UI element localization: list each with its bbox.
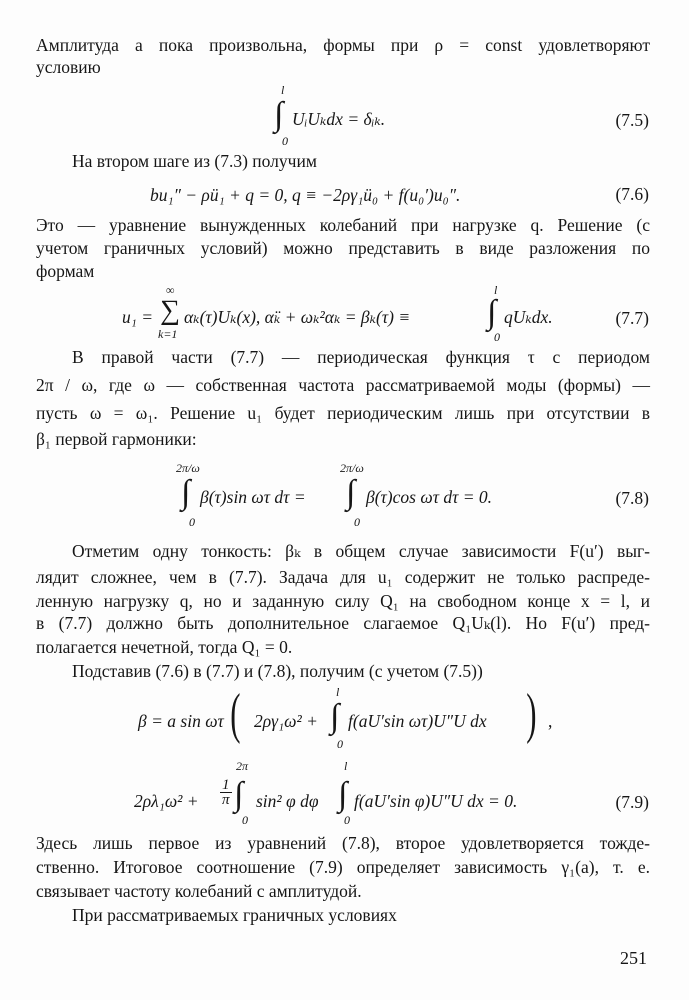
equation-rhs: qUₖdx. xyxy=(504,307,553,327)
fraction-numerator: 1 xyxy=(220,778,232,793)
integral-lower-limit: 0 xyxy=(242,813,248,827)
equation-lhs: u₁ = xyxy=(122,307,154,327)
integral-sign: ∫ xyxy=(487,294,497,331)
text-line: Подставив (7.6) в (7.7) и (7.8), получим (с учетом (7.5)) xyxy=(72,661,483,681)
equation-lhs: β = a sin ωτ xyxy=(138,711,224,731)
text-line: ленную нагрузку q, но и заданную силу Q₁ на свободном конце x = l, и xyxy=(36,591,650,611)
integral-sign: ∫ xyxy=(346,474,356,511)
text-line: связывает частоту колебаний с амплитудой. xyxy=(36,881,362,901)
sum-upper-limit: ∞ xyxy=(166,283,175,297)
page-number: 251 xyxy=(620,948,647,968)
equation-middle: sin² φ dφ xyxy=(256,791,319,811)
integral-upper-limit: 2π xyxy=(236,759,249,773)
text-line: В правой части (7.7) — периодическая функция τ с периодом xyxy=(72,347,650,367)
equation-part-2: β(τ)cos ωτ dτ = 0. xyxy=(366,487,493,507)
integral-upper-limit: l xyxy=(494,283,498,297)
comma: , xyxy=(548,711,553,731)
text-line: При рассматриваемых граничных условиях xyxy=(72,905,397,925)
integral-lower-limit: 0 xyxy=(337,737,343,751)
text-line: Амплитуда a пока произвольна, формы при ρ = const удовлетворяют xyxy=(36,35,650,55)
fraction xyxy=(220,778,232,807)
text-line: пусть ω = ω₁. Решение u₁ будет периодическим лишь при отсутствии в xyxy=(36,403,650,423)
equation-body: UᵢUₖdx = δᵢₖ. xyxy=(292,109,386,129)
equation-number: (7.6) xyxy=(615,184,649,204)
integral-sign: ∫ xyxy=(274,96,284,133)
equation-term-1: 2ργ₁ω² + xyxy=(254,711,318,731)
left-paren: ( xyxy=(230,683,241,745)
equation-term-2: f(aU′sin ωτ)U″U dx xyxy=(348,711,487,731)
integral-upper-limit: 2π/ω xyxy=(340,461,364,475)
text-line: Отметим одну тонкость: βₖ в общем случае зависимости F(u′) выг- xyxy=(72,541,650,561)
integral-lower-limit: 0 xyxy=(189,515,195,529)
text-line: Это — уравнение вынужденных колебаний при нагрузке q. Решение (с xyxy=(36,215,650,235)
equation-part-1: β(τ)sin ωτ dτ = xyxy=(200,487,306,507)
text-line: Здесь лишь первое из уравнений (7.8), второе удовлетворяется тожде- xyxy=(36,833,650,853)
integral-lower-limit: 0 xyxy=(282,134,288,148)
equation-rhs: f(aU′sin φ)U″U dx = 0. xyxy=(354,791,518,811)
text-line: лядит сложнее, чем в (7.7). Задача для u₁ содержит не только распреде- xyxy=(36,567,650,587)
integral-lower-limit: 0 xyxy=(494,330,500,344)
text-line: формам xyxy=(36,261,95,281)
integral-sign: ∫ xyxy=(330,698,340,735)
text-line: полагается нечетной, тогда Q₁ = 0. xyxy=(36,637,293,657)
sum-lower-limit: k=1 xyxy=(158,327,178,341)
equation-body: bu₁″ − ρü₁ + q = 0, q ≡ −2ργ₁ü₀ + f(u₀′)u₀″. xyxy=(150,185,461,205)
text-line: 2π / ω, где ω — собственная частота рассматриваемой моды (формы) — xyxy=(36,375,650,395)
equation-middle: αₖ(τ)Uₖ(x), α̈ₖ + ωₖ²αₖ = βₖ(τ) ≡ xyxy=(184,307,411,327)
integral-sign: ∫ xyxy=(234,776,244,813)
integral-lower-limit: 0 xyxy=(344,813,350,827)
integral-upper-limit: l xyxy=(281,83,285,97)
integral-upper-limit: l xyxy=(344,759,348,773)
text-line: учетом граничных условий) можно представить в виде разложения по xyxy=(36,238,650,258)
right-paren: ) xyxy=(526,683,537,745)
text-line: ственно. Итоговое соотношение (7.9) определяет зависимость γ₁(a), т. е. xyxy=(36,857,650,877)
integral-upper-limit: 2π/ω xyxy=(176,461,200,475)
text-line: β₁ первой гармоники: xyxy=(36,429,197,449)
fraction-denominator: π xyxy=(222,792,230,808)
equation-number: (7.5) xyxy=(615,110,649,130)
equation-number: (7.8) xyxy=(615,488,649,508)
integral-sign: ∫ xyxy=(338,776,348,813)
integral-lower-limit: 0 xyxy=(354,515,360,529)
integral-upper-limit: l xyxy=(336,685,340,699)
text-line: условию xyxy=(36,57,101,77)
equation-lhs: 2ρλ₁ω² + xyxy=(134,791,199,811)
equation-number: (7.9) xyxy=(615,792,649,812)
text-line: в (7.7) должно быть дополнительное слагаемое Q₁Uₖ(l). Но F(u′) пред- xyxy=(36,613,650,633)
sum-sign: ∑ xyxy=(160,295,180,326)
equation-number: (7.7) xyxy=(615,308,649,328)
text-line: На втором шаге из (7.3) получим xyxy=(72,151,317,171)
integral-sign: ∫ xyxy=(181,474,191,511)
